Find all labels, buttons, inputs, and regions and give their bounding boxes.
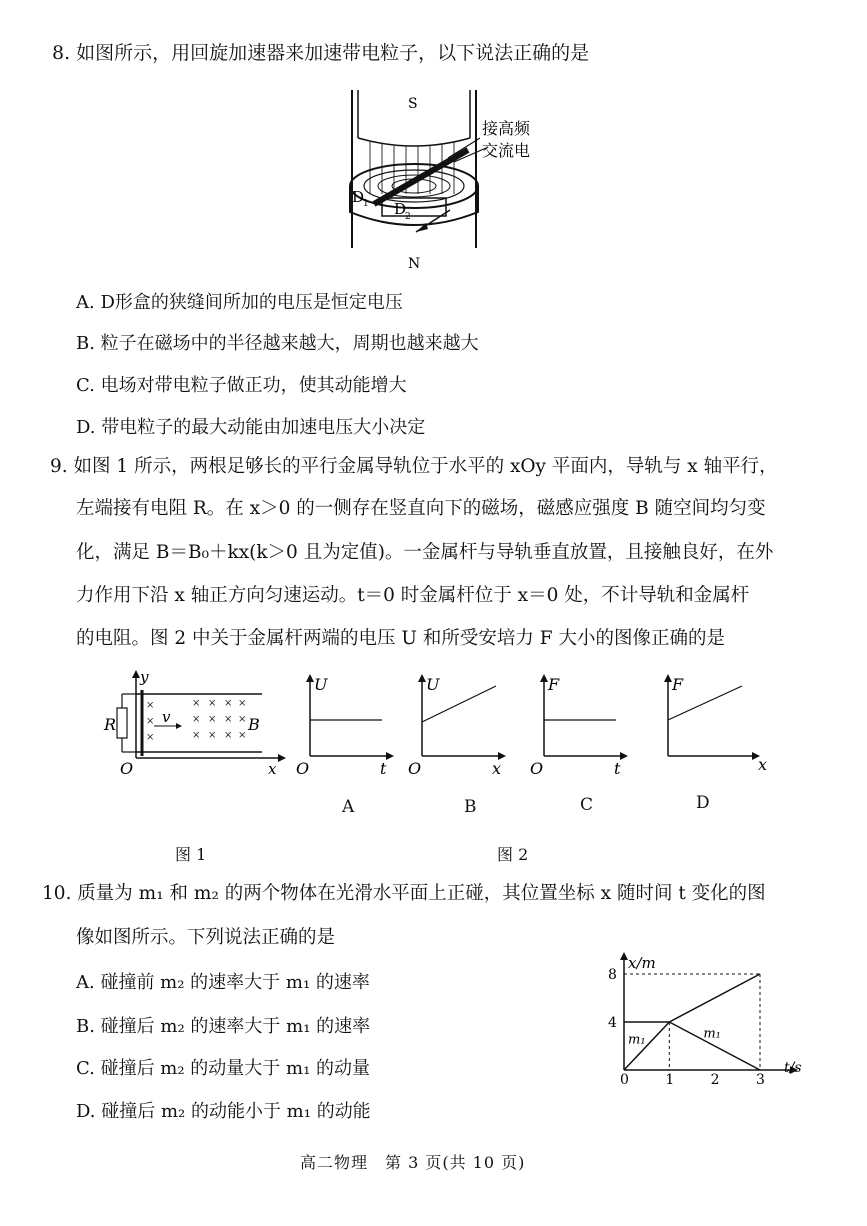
x-tick-1: 1 xyxy=(665,1072,675,1085)
svg-text:×: × xyxy=(238,730,247,741)
rail-figure xyxy=(96,668,286,783)
graph-c xyxy=(530,670,630,780)
svg-text:×: × xyxy=(224,714,233,725)
fig1-b-label: B xyxy=(248,715,260,734)
svg-text:×: × xyxy=(192,730,201,741)
d2-label: D xyxy=(394,200,407,218)
x-tick-2: 2 xyxy=(710,1072,720,1085)
graph-a xyxy=(296,670,396,780)
q8-option-a: A. D形盒的狭缝间所加的电压是恒定电压 xyxy=(76,292,403,313)
svg-text:×: × xyxy=(208,714,217,725)
svg-text:×: × xyxy=(238,714,247,725)
d2-sub: 2 xyxy=(405,212,411,222)
q10-option-b: B. 碰撞后 m₂ 的速率大于 m₁ 的速率 xyxy=(76,1016,371,1037)
fig1-x-label: x xyxy=(268,760,277,778)
pole-s-label: S xyxy=(408,96,418,112)
x-tick-0: 0 xyxy=(620,1072,629,1085)
q8-option-b: B. 粒子在磁场中的半径越来越大，周期也越来越大 xyxy=(76,333,479,354)
q9-line-1: 9. 如图 1 所示，两根足够长的平行金属导轨位于水平的 xOy 平面内，导轨与 x 轴平行， xyxy=(50,456,778,477)
pole-n-label: N xyxy=(408,256,421,272)
q10-stem-1: 10. 质量为 m₁ 和 m₂ 的两个物体在光滑水平面上正碰，其位置坐标 x 随时间 t 变化的图 xyxy=(42,883,766,904)
q9-line-2: 左端接有电阻 R。在 x＞0 的一侧存在竖直向下的磁场，磁感应强度 B 随空间均匀变 xyxy=(76,498,766,519)
graph-a-ylabel: U xyxy=(314,675,328,694)
fig1-origin-label: O xyxy=(120,759,134,778)
svg-text:×: × xyxy=(224,698,233,709)
graph-c-xlabel: t xyxy=(614,759,621,778)
graph-c-letter: C xyxy=(580,795,594,815)
graph-c-ylabel: F xyxy=(548,675,560,694)
fig1-y-label: y xyxy=(140,668,149,686)
graph-b-origin: O xyxy=(408,759,422,778)
fig1-v-label: v xyxy=(162,708,171,726)
graph-d xyxy=(654,670,774,780)
graph-a-xlabel: t xyxy=(380,759,387,778)
graph-c-origin: O xyxy=(530,759,544,778)
fig1-caption: 图 1 xyxy=(175,845,207,864)
page-footer: 高二物理 第 3 页(共 10 页) xyxy=(300,1153,526,1172)
graph-b-letter: B xyxy=(464,797,477,817)
x-tick-3: 3 xyxy=(756,1072,765,1085)
fig2-caption: 图 2 xyxy=(497,845,529,864)
q8-option-c: C. 电场对带电粒子做正功，使其动能增大 xyxy=(76,375,407,396)
y-tick-4: 4 xyxy=(608,1015,617,1031)
y-tick-8: 8 xyxy=(608,967,617,983)
svg-text:×: × xyxy=(238,698,247,709)
series-line-1 xyxy=(624,974,760,1022)
q10-option-a: A. 碰撞前 m₂ 的速率大于 m₁ 的速率 xyxy=(76,972,370,993)
svg-text:×: × xyxy=(192,714,201,725)
q9-line-5: 的电阻。图 2 中关于金属杆两端的电压 U 和所受安培力 F 大小的图像正确的是 xyxy=(76,628,725,649)
annotation-line-1: 接高频 xyxy=(482,119,531,138)
svg-text:×: × xyxy=(208,698,217,709)
graph-d-letter: D xyxy=(696,793,710,813)
svg-text:×: × xyxy=(208,730,217,741)
xt-xlabel: t/s xyxy=(784,1060,802,1076)
graph-b-xlabel: x xyxy=(492,759,502,778)
q8-option-d: D. 带电粒子的最大动能由加速电压大小决定 xyxy=(76,417,426,438)
q9-line-4: 力作用下沿 x 轴正方向匀速运动。t＝0 时金属杆位于 x＝0 处，不计导轨和金属杆 xyxy=(76,585,750,606)
svg-text:×: × xyxy=(146,716,155,727)
series-annotation-2: m₁ xyxy=(703,1026,721,1042)
svg-text:×: × xyxy=(192,698,201,709)
graph-d-ylabel: F xyxy=(672,675,684,694)
svg-text:×: × xyxy=(146,732,155,743)
svg-text:×: × xyxy=(146,700,155,711)
d1-label: D xyxy=(352,188,365,206)
graph-b-ylabel: U xyxy=(426,675,440,694)
svg-text:×: × xyxy=(224,730,233,741)
q10-stem-2: 像如图所示。下列说法正确的是 xyxy=(76,927,336,948)
series-annotation-1: m₁ xyxy=(628,1032,646,1048)
xt-chart xyxy=(600,950,810,1085)
q10-option-c: C. 碰撞后 m₂ 的动量大于 m₁ 的动量 xyxy=(76,1058,371,1079)
graph-a-letter: A xyxy=(342,797,355,817)
cyclotron-figure xyxy=(330,82,550,272)
graph-b xyxy=(408,670,508,780)
xt-ylabel: x/m xyxy=(628,954,656,972)
q8-stem: 8. 如图所示，用回旋加速器来加速带电粒子，以下说法正确的是 xyxy=(52,42,590,64)
q10-option-d: D. 碰撞后 m₂ 的动能小于 m₁ 的动能 xyxy=(76,1101,371,1122)
annotation-line-2: 交流电 xyxy=(482,141,531,160)
graph-d-xlabel: x xyxy=(758,755,768,774)
fig1-r-label: R xyxy=(104,715,117,734)
q9-line-3: 化，满足 B＝B₀＋kx(k＞0 且为定值)。一金属杆与导轨垂直放置，且接触良好，在外 xyxy=(76,542,774,563)
graph-a-origin: O xyxy=(296,759,310,778)
d1-sub: 1 xyxy=(363,199,369,209)
